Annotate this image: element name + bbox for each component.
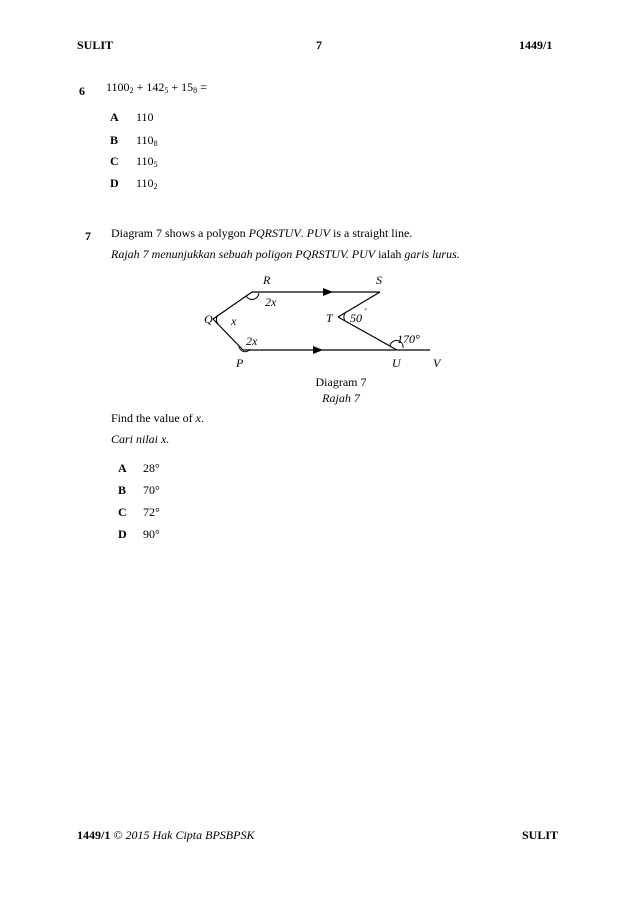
angle-label-q: x	[231, 314, 237, 328]
q6-option-d-text: $110_2$	[136, 176, 158, 191]
diagram-caption-en: Diagram 7	[315, 375, 367, 389]
vertex-label-s: S	[376, 273, 382, 287]
q7-option-d-letter[interactable]: D	[118, 527, 127, 541]
q7-option-d-text: 90°	[143, 527, 160, 541]
angle-label-r: 2x	[265, 295, 277, 309]
vertex-label-v: V	[433, 356, 441, 370]
q7-option-a-text: 28°	[143, 461, 160, 475]
q7-option-c-letter[interactable]: C	[118, 505, 127, 519]
q7-option-b-text: 70°	[143, 483, 160, 497]
q6-option-d-letter[interactable]: D	[110, 176, 119, 190]
question-6-expression: $1100_2 + 142_5 + 15_8$ =	[106, 80, 207, 95]
q7-option-c-text: 72°	[143, 505, 160, 519]
header-sulit: SULIT	[77, 38, 114, 52]
q6-option-a-letter[interactable]: A	[110, 110, 119, 124]
polygon-diagram	[190, 270, 460, 375]
question-6-number: 6	[79, 84, 85, 98]
vertex-label-p: P	[236, 356, 244, 370]
q6-option-c-letter[interactable]: C	[110, 154, 119, 168]
q7-option-a-letter[interactable]: A	[118, 461, 127, 475]
header-paper-code: 1449/1	[519, 38, 553, 52]
question-7-number: 7	[85, 229, 91, 243]
find-value-text-ms: Cari nilai x.	[111, 432, 170, 446]
vertex-label-q: Q	[204, 312, 213, 326]
vertex-label-u: U	[392, 356, 401, 370]
footer-sulit: SULIT	[522, 828, 559, 842]
question-7-text-en: Diagram 7 shows a polygon PQRSTUV. PUV is a straight line.	[111, 226, 413, 240]
question-7-text-ms: Rajah 7 menunjukkan sebuah poligon PQRSTUV. PUV ialah garis lurus.	[111, 247, 460, 261]
footer-copyright: 1449/1 © 2015 Hak Cipta BPSBPSK	[77, 828, 255, 842]
q6-option-b-text: $110_8$	[136, 133, 158, 148]
page-number: 7	[316, 38, 322, 52]
angle-label-u: 170°	[397, 332, 420, 346]
angle-arc-t	[344, 313, 345, 321]
q6-option-a-text: 110	[136, 110, 154, 124]
q6-option-c-text: $110_5$	[136, 154, 158, 169]
find-value-text-en: Find the value of x.	[111, 411, 204, 425]
parallel-arrow-bottom	[313, 346, 323, 354]
q7-option-b-letter[interactable]: B	[118, 483, 127, 497]
edge-tu	[338, 317, 397, 350]
vertex-label-t: T	[326, 311, 333, 325]
vertex-label-r: R	[263, 273, 271, 287]
angle-label-t-degree: °	[364, 307, 367, 315]
diagram-caption-ms: Rajah 7	[322, 391, 360, 405]
parallel-arrow-top	[323, 288, 333, 296]
angle-arc-r	[246, 293, 259, 299]
q6-option-b-letter[interactable]: B	[110, 133, 119, 147]
angle-label-p: 2x	[246, 334, 258, 348]
angle-label-t: 50	[350, 311, 362, 325]
